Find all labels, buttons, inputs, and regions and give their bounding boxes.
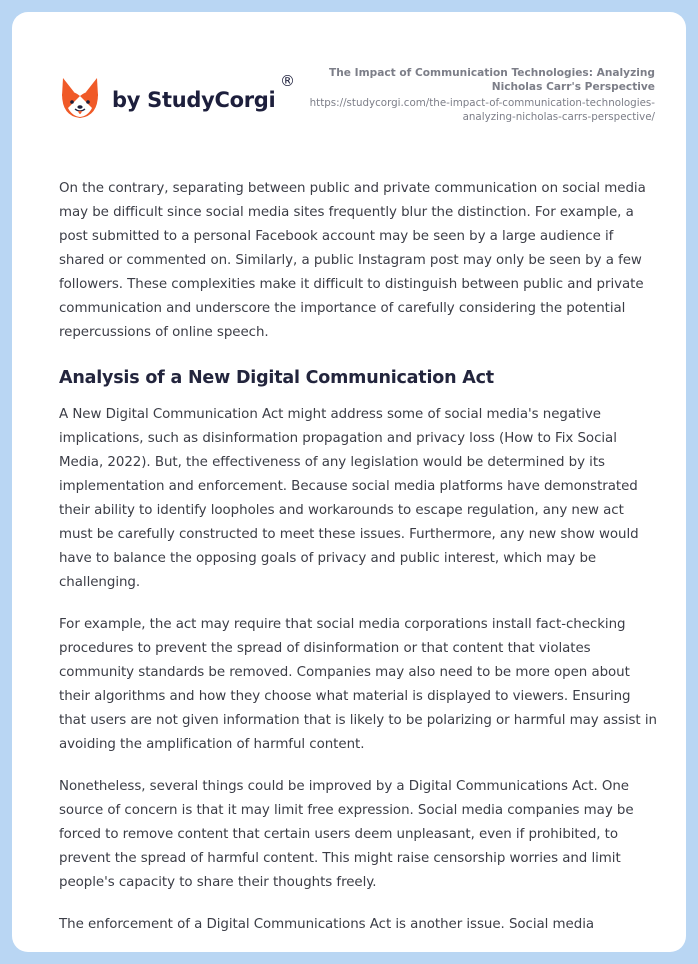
paragraph: The enforcement of a Digital Communications Act is another issue. Social media [59, 917, 595, 932]
paragraph: For example, the act may require that social media corporations install fact-checking procedures to prevent the spread of disinformation or that content that violates community standards be removed. Companies may also need to be more open about their algorithms and how they choose what material is displayed to viewers. Ensuring that users are not given information that is likely to be polarizing or harmful may assist in avoiding the amplification of harmful content. [59, 617, 657, 752]
registered-mark: ® [280, 72, 295, 90]
document-meta [295, 66, 655, 124]
section-heading: Analysis of a New Digital Communication Act [59, 368, 494, 388]
document-page [12, 12, 686, 952]
document-body [59, 177, 659, 952]
paragraph: On the contrary, separating between public and private communication on social media may be difficult since social media sites frequently blur the distinction. For example, a post submitted to a personal Facebook account may be seen by a large audience if shared or commented on. Similarly, a public Instagram post may only be seen by a few followers. These complexities make it difficult to distinguish between public and private communication and underscore the importance of carefully considering the potential repercussions of online speech. [59, 181, 646, 340]
paragraph: A New Digital Communication Act might address some of social media's negative implications, such as disinformation propagation and privacy loss (How to Fix Social Media, 2022). But, the effectiveness of any legislation would be determined by its implementation and enforcement. Because social media platforms have demonstrated their ability to identify loopholes and workarounds to escape regulation, any new act must be carefully constructed to meet these issues. Furthermore, any new show would have to balance the opposing goals of privacy and public interest, which may be challenging. [59, 407, 639, 590]
paragraph: Nonetheless, several things could be improved by a Digital Communications Act. One source of concern is that it may limit free expression. Social media companies may be forced to remove content that certain users deem unpleasant, even if prohibited, to prevent the spread of harmful content. This might raise censorship worries and limit people's capacity to share their thoughts freely. [59, 779, 634, 890]
page-header [12, 12, 686, 142]
studycorgi-logo[interactable] [60, 72, 295, 120]
corgi-head-icon [60, 76, 100, 120]
document-title: The Impact of Communication Technologies: Analyzing Nicholas Carr's Perspective [329, 67, 655, 93]
brand-name: by StudyCorgi [112, 88, 276, 112]
document-url[interactable]: https://studycorgi.com/the-impact-of-communication-technologies-analyzing-nicholas-carrs-perspective/ [309, 97, 655, 123]
